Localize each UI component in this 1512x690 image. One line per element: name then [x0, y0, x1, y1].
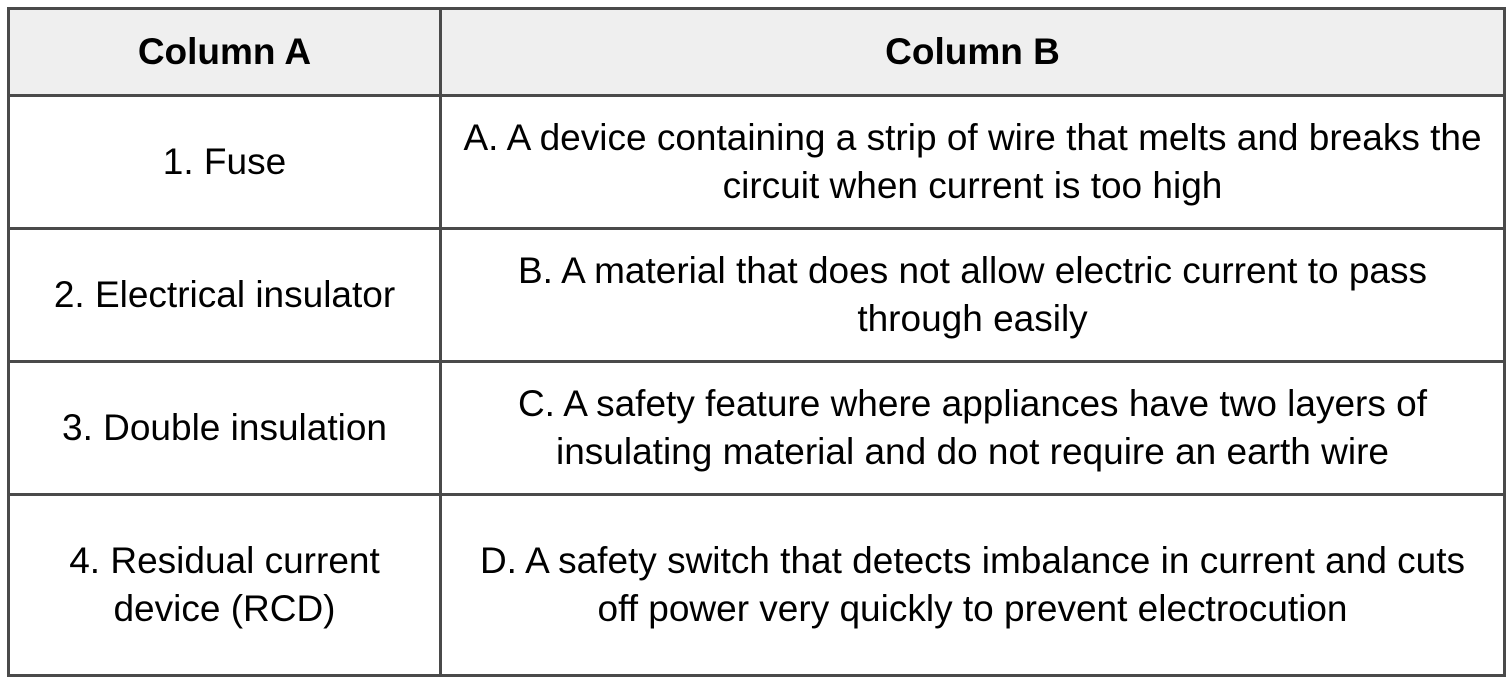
table-row: [9, 362, 1505, 495]
term-cell: 4. Residual current device (RCD): [9, 495, 441, 676]
definition-cell: C. A safety feature where appliances have two layers of insulating material and do not require an earth wire: [441, 362, 1505, 495]
column-a-header: Column A: [9, 9, 441, 96]
header-row: [9, 9, 1505, 96]
term-cell: 1. Fuse: [9, 96, 441, 229]
table-row: [9, 495, 1505, 676]
table-row: [9, 96, 1505, 229]
definition-cell: B. A material that does not allow electric current to pass through easily: [441, 229, 1505, 362]
table-row: [9, 229, 1505, 362]
column-b-header: Column B: [441, 9, 1505, 96]
matching-table: [7, 7, 1506, 677]
definition-cell: A. A device containing a strip of wire that melts and breaks the circuit when current is too high: [441, 96, 1505, 229]
term-cell: 2. Electrical insulator: [9, 229, 441, 362]
term-cell: 3. Double insulation: [9, 362, 441, 495]
definition-cell: D. A safety switch that detects imbalance in current and cuts off power very quickly to prevent electrocution: [441, 495, 1505, 676]
